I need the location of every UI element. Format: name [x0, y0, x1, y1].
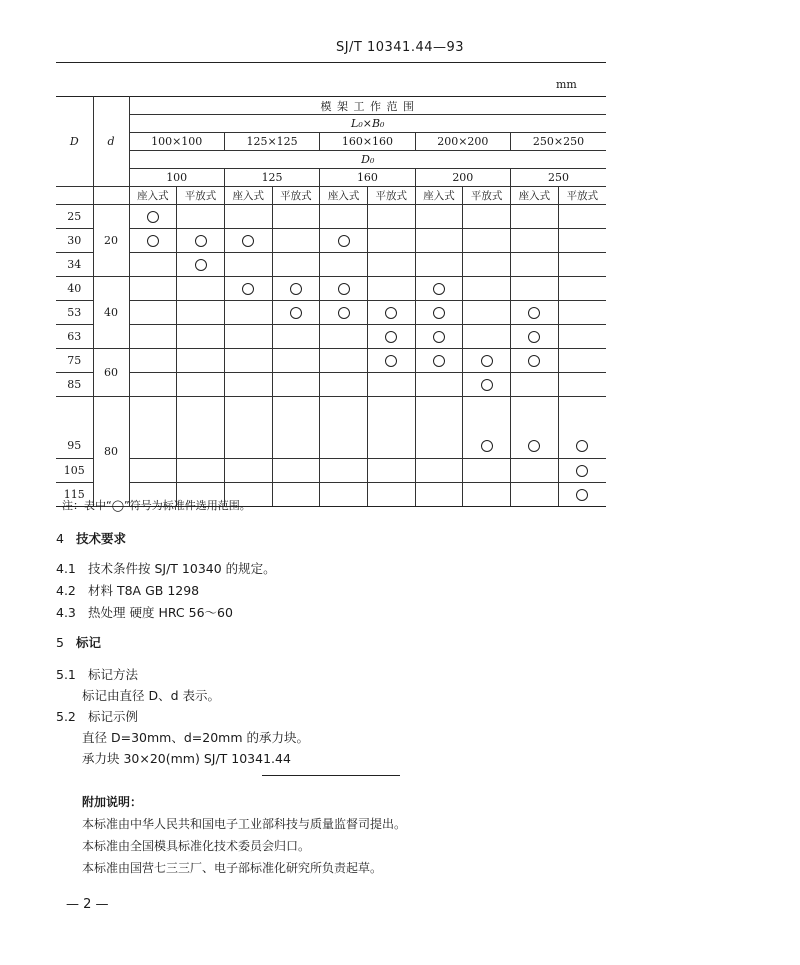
section-4-heading: 4 技术要求: [56, 531, 127, 546]
selection-circle-icon: [528, 440, 540, 452]
selection-circle-icon: [290, 283, 302, 295]
D-value: 75: [56, 349, 93, 373]
D-value: 25: [56, 205, 93, 229]
lb-size: 125×125: [224, 133, 319, 151]
selection-circle-icon: [481, 440, 493, 452]
selection-circle-icon: [385, 307, 397, 319]
type-header: 座入式: [129, 187, 177, 205]
additional-notes-title: 附加说明：: [82, 795, 143, 809]
d0-value: 200: [415, 169, 510, 187]
header-D: D: [56, 97, 93, 187]
D-value: 105: [56, 459, 93, 483]
additional-note-line: 本标准由中华人民共和国电子工业部科技与质量监督司提出。: [82, 817, 407, 831]
selection-circle-icon: [338, 307, 350, 319]
document-code-header: SJ/T 10341.44—93: [335, 40, 465, 55]
type-header-blank: [93, 187, 129, 205]
section-5-2: 5.2 标记示例: [56, 709, 139, 724]
section-4-1: 4.1 技术条件按 SJ/T 10340 的规定。: [56, 561, 276, 576]
type-header: 平放式: [272, 187, 320, 205]
additional-note-line: 本标准由全国模具标准化技术委员会归口。: [82, 839, 311, 853]
mould-frame-range-table: [56, 96, 606, 507]
selection-circle-icon: [576, 465, 588, 477]
d-group: 60: [93, 349, 129, 397]
selection-circle-icon: [338, 235, 350, 247]
section-4-3: 4.3 热处理 硬度 HRC 56～60: [56, 605, 233, 620]
type-header: 座入式: [415, 187, 463, 205]
selection-circle-icon: [481, 355, 493, 367]
selection-circle-icon: [576, 440, 588, 452]
d-group: 20: [93, 205, 129, 277]
lb-size: 200×200: [415, 133, 510, 151]
section-5-1: 5.1 标记方法: [56, 667, 139, 682]
lb-size: 100×100: [129, 133, 224, 151]
section-5-heading: 5 标记: [56, 635, 102, 650]
section-5-2-marking: 承力块 30×20(mm) SJ/T 10341.44: [82, 751, 291, 766]
lb-label: L₀×B₀: [129, 115, 606, 133]
section-5-2-example: 直径 D=30mm、d=20mm 的承力块。: [82, 730, 309, 745]
lb-size: 250×250: [511, 133, 607, 151]
page-number: — 2 —: [66, 897, 109, 912]
D-value: 34: [56, 253, 93, 277]
type-header: 座入式: [511, 187, 559, 205]
selection-circle-icon: [147, 211, 159, 223]
selection-circle-icon: [385, 331, 397, 343]
unit-label: mm: [556, 78, 577, 91]
D-value: 85: [56, 373, 93, 397]
d0-value: 160: [320, 169, 415, 187]
selection-circle-icon: [290, 307, 302, 319]
d-group: 80: [93, 397, 129, 507]
selection-circle-icon: [433, 355, 445, 367]
selection-circle-icon: [242, 283, 254, 295]
lb-size: 160×160: [320, 133, 415, 151]
d-group: 40: [93, 277, 129, 349]
selection-circle-icon: [195, 235, 207, 247]
type-header: 平放式: [463, 187, 511, 205]
selection-circle-icon: [385, 355, 397, 367]
selection-circle-icon: [528, 307, 540, 319]
table-title: 模 架 工 作 范 围: [129, 97, 606, 115]
D-value: 63: [56, 325, 93, 349]
d0-value: 100: [129, 169, 224, 187]
header-rule: [56, 62, 606, 63]
table-note: 注：表中“◯”符号为标准件选用范围。: [62, 499, 251, 512]
selection-circle-icon: [481, 379, 493, 391]
D-value: 95: [56, 397, 93, 459]
selection-circle-icon: [433, 283, 445, 295]
divider-line: [262, 775, 400, 776]
D-value: 53: [56, 301, 93, 325]
D-value: 30: [56, 229, 93, 253]
selection-circle-icon: [338, 283, 350, 295]
d0-value: 250: [511, 169, 607, 187]
type-header-blank: [56, 187, 93, 205]
selection-circle-icon: [242, 235, 254, 247]
type-header: 座入式: [224, 187, 272, 205]
selection-circle-icon: [433, 331, 445, 343]
type-header: 平放式: [367, 187, 415, 205]
additional-note-line: 本标准由国营七三三厂、电子部标准化研究所负责起草。: [82, 861, 383, 875]
selection-circle-icon: [195, 259, 207, 271]
selection-circle-icon: [576, 489, 588, 501]
selection-circle-icon: [528, 355, 540, 367]
selection-circle-icon: [147, 235, 159, 247]
section-4-2: 4.2 材料 T8A GB 1298: [56, 583, 200, 598]
d0-value: 125: [224, 169, 319, 187]
selection-circle-icon: [433, 307, 445, 319]
header-d: d: [93, 97, 129, 187]
selection-circle-icon: [528, 331, 540, 343]
type-header: 座入式: [320, 187, 368, 205]
section-5-1-text: 标记由直径 D、d 表示。: [82, 688, 221, 703]
type-header: 平放式: [177, 187, 225, 205]
D-value: 115: [56, 483, 93, 507]
d0-label: D₀: [129, 151, 606, 169]
D-value: 40: [56, 277, 93, 301]
type-header: 平放式: [558, 187, 606, 205]
